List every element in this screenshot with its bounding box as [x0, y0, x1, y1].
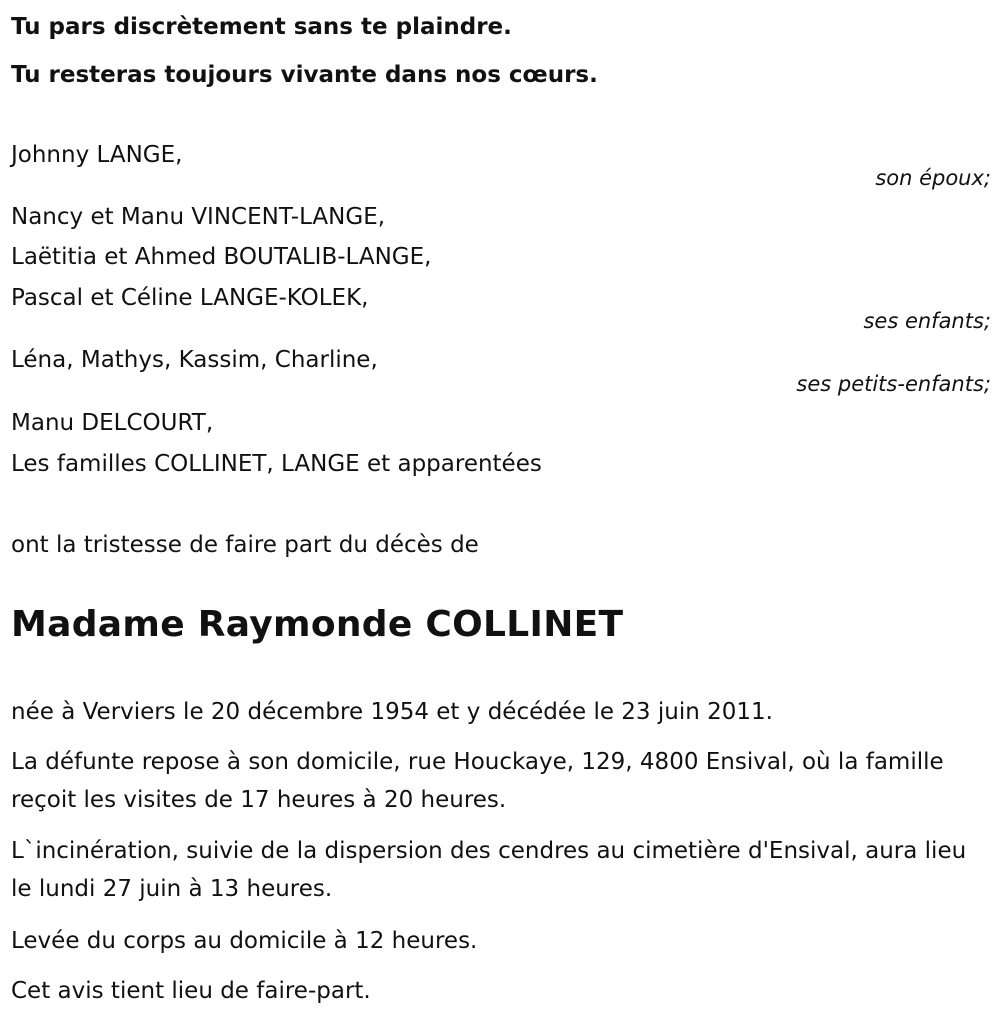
- children-role: ses enfants;: [863, 309, 991, 333]
- levee-text: Levée du corps au domicile à 12 heures.: [11, 928, 478, 954]
- deceased-name: Madame Raymonde COLLINET: [11, 604, 624, 645]
- other-family-line: Les familles COLLINET, LANGE et apparentées: [11, 451, 542, 477]
- spouse-role: son époux;: [875, 166, 991, 190]
- spouse-name: Johnny LANGE,: [11, 142, 183, 168]
- child-line: Laëtitia et Ahmed BOUTALIB-LANGE,: [11, 244, 432, 270]
- notice-text: Cet avis tient lieu de faire-part.: [11, 978, 371, 1004]
- repose-text: La défunte repose à son domicile, rue Houckaye, 129, 4800 Ensival, où la famille reçoit les visites de 17 heures à 20 heures.: [11, 749, 944, 813]
- ceremony-text: L`incinération, suivie de la dispersion des cendres au cimetière d'Ensival, aura lieu le lundi 27 juin à 13 heures.: [11, 838, 967, 902]
- grandchildren-role: ses petits-enfants;: [796, 372, 991, 396]
- verse-line-1: Tu pars discrètement sans te plaindre.: [11, 14, 512, 40]
- announcement-text: ont la tristesse de faire part du décès de: [11, 532, 479, 558]
- grandchildren-names: Léna, Mathys, Kassim, Charline,: [11, 347, 378, 373]
- child-line: Nancy et Manu VINCENT-LANGE,: [11, 204, 386, 230]
- verse-line-2: Tu resteras toujours vivante dans nos cœurs.: [11, 62, 598, 88]
- child-line: Pascal et Céline LANGE-KOLEK,: [11, 285, 369, 311]
- other-family-line: Manu DELCOURT,: [11, 410, 214, 436]
- obituary-notice: [11, 0, 991, 1025]
- birth-death-text: née à Verviers le 20 décembre 1954 et y décédée le 23 juin 2011.: [11, 699, 773, 725]
